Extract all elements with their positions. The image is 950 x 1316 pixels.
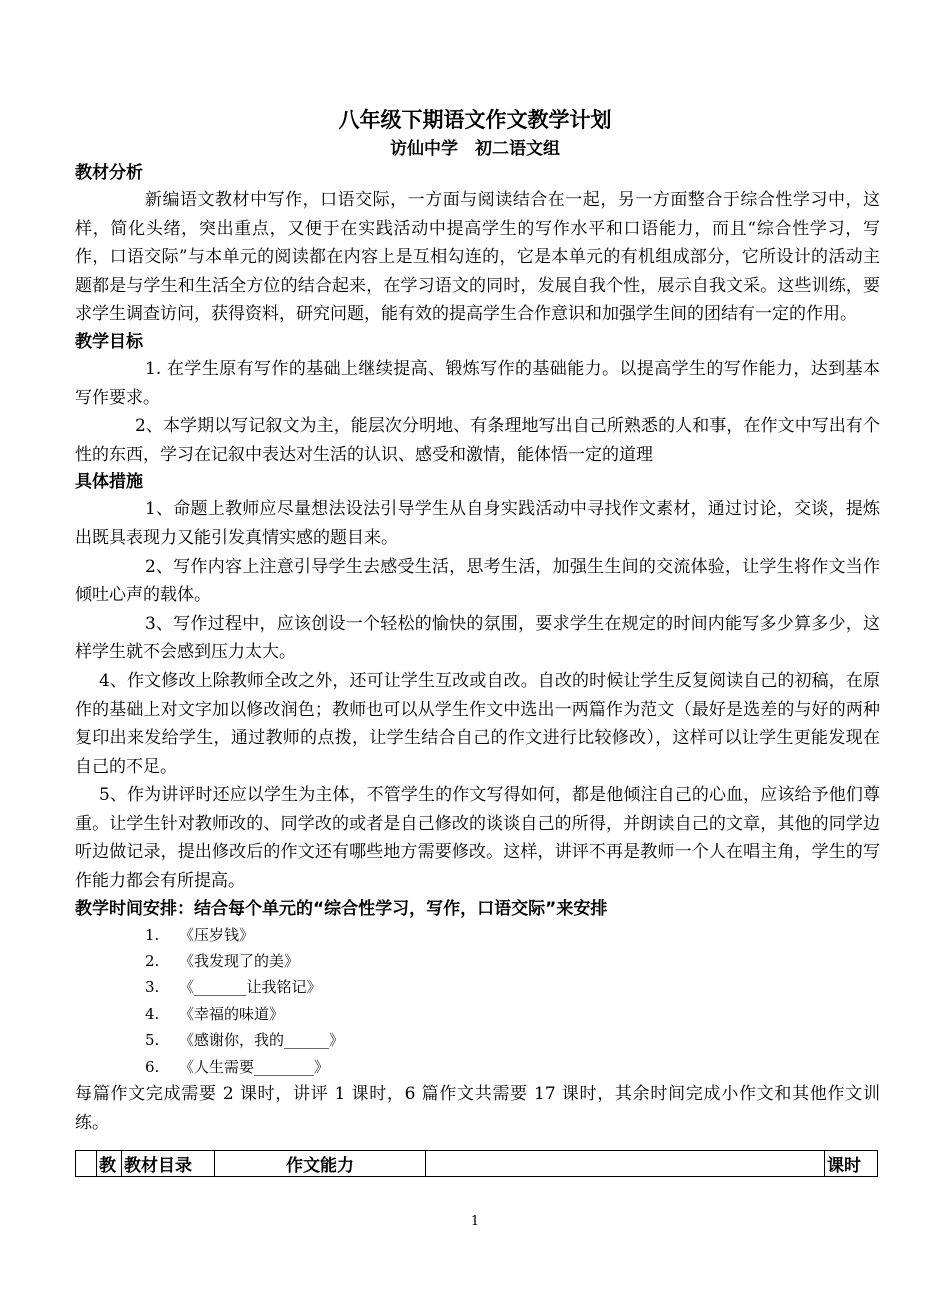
list-item: [75, 1001, 880, 1027]
measure-paragraph-2: 2、写作内容上注意引导学生去感受生活，思考生活，加强生生间的交流体验，让学生将作文当作倾吐心声的载体。: [75, 556, 880, 606]
measure-paragraph-5: 5、作为讲评时还应以学生为主体，不管学生的作文写得如何，都是他倾注自己的心血，应该给予他们尊重。让学生针对教师改的、同学改的或者是自己修改的谈谈自己的所得，并朗读自己的文章，其他的同学边听边做记录，提出修改后的作文还有哪些地方需要修改。这样，讲评不再是教师一个人在唱主角，学生的写作能力都会有所提高。: [75, 785, 880, 892]
table-header-cell: 课时: [825, 1151, 878, 1177]
goal-paragraph-2: 2、本学期以写记叙文为主，能层次分明地、有条理地写出自己所熟悉的人和事，在作文中写出有个性的东西，学习在记叙中表达对生活的认识、感受和激情，能体悟一定的道理: [75, 416, 880, 465]
section-heading-analysis: 教材分析: [75, 163, 143, 183]
table-cell-empty: [426, 1151, 825, 1177]
section-heading-schedule: 教学时间安排：结合每个单元的“综合性学习，写作，口语交际”来安排: [75, 898, 608, 919]
document-title: 八年级下期语文作文教学计划: [338, 108, 612, 132]
table-header-cell: 教: [97, 1151, 122, 1177]
plan-table: [75, 1150, 878, 1177]
schedule-note: 每篇作文完成需要 2 课时，讲评 1 课时，6 篇作文共需要 17 课时，其余时间完成小作文和其他作文训练。: [75, 1084, 880, 1133]
list-item-number: 1.: [145, 925, 160, 944]
list-item-text: 《压岁钱》: [179, 925, 255, 944]
measure-paragraph-1: 1、命题上教师应尽量想法设法引导学生从自身实践活动中寻找作文素材，通过讨论，交谈，提炼出既具表现力又能引发真情实感的题目来。: [75, 499, 880, 548]
list-item: [75, 974, 880, 1000]
section-heading-goals: 教学目标: [75, 331, 143, 352]
table-cell-empty: [76, 1151, 97, 1177]
goal-paragraph-1: 1. 在学生原有写作的基础上继续提高、锻炼写作的基础能力。以提高学生的写作能力，达到基本写作要求。: [75, 358, 880, 408]
topic-list: [75, 922, 880, 1080]
document-body: [75, 160, 880, 1137]
table-header-cell: 教材目录: [122, 1151, 215, 1177]
list-item-text: 《我发现了的美》: [179, 952, 300, 971]
analysis-paragraph: 新编语文教材中写作，口语交际，一方面与阅读结合在一起，另一方面整合于综合性学习中，这样，简化头绪，突出重点，又便于在实践活动中提高学生的写作水平和口语能力，而且“综合性学习，写作，口语交际”与本单元的阅读都在内容上是互相勾连的，它是本单元的有机组成部分，它所设计的活动主题都是与学生和生活全方位的结合起来，在学习语文的同时，发展自我个性，展示自我文采。这些训练，要求学生调查访问，获得资料，研究问题，能有效的提高学生合作意识和加强学生间的团结有一定的作用。: [75, 190, 880, 325]
page-number: 1: [470, 1214, 480, 1229]
section-heading-measures: 具体措施: [75, 472, 143, 493]
list-item-number: 5.: [145, 1031, 160, 1050]
list-item-text: 《幸福的味道》: [179, 1004, 285, 1023]
list-item-number: 3.: [145, 978, 160, 997]
list-item-text: 《人生需要________》: [179, 1057, 330, 1076]
list-item-number: 2.: [145, 952, 160, 971]
list-item: [75, 922, 880, 948]
list-item: [75, 948, 880, 974]
measure-paragraph-4: 4、作文修改上除教师全改之外，还可让学生互改或自改。自改的时候让学生反复阅读自己的初稿，在原作的基础上对文字加以修改润色；教师也可以从学生作文中选出一两篇作为范文（最好是选差的与好的两种复印出来发给学生，通过教师的点拨，让学生结合自己的作文进行比较修改），这样可以让学生更能发现在自己的不足。: [75, 670, 880, 777]
list-item-number: 4.: [145, 1004, 160, 1023]
list-item-text: 《_______让我铭记》: [179, 978, 322, 997]
list-item: [75, 1027, 880, 1053]
table-row: [76, 1151, 878, 1177]
list-item-text: 《感谢你，我的______》: [179, 1031, 345, 1050]
list-item: [75, 1054, 880, 1080]
measure-paragraph-3: 3、写作过程中，应该创设一个轻松的愉快的氛围，要求学生在规定的时间内能写多少算多少，这样学生就不会感到压力太大。: [75, 613, 880, 663]
table-header-cell: 作文能力: [215, 1151, 426, 1177]
list-item-number: 6.: [145, 1057, 160, 1076]
document-subtitle: 访仙中学 初二语文组: [390, 139, 560, 159]
